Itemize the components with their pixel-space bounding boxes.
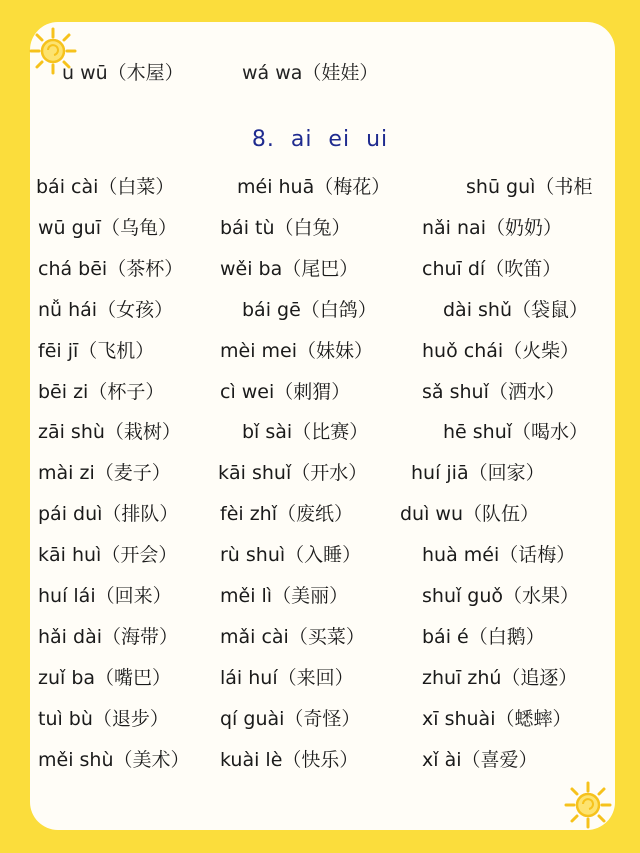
section-title: 8. ai ei ui — [251, 127, 389, 152]
word-entry: bái tù（白兔） — [220, 217, 351, 239]
word-entry: lái huí（来回） — [220, 667, 354, 689]
word-entry: chuī dí（吹笛） — [422, 258, 562, 280]
word-entry: sǎ shuǐ（洒水） — [422, 381, 565, 403]
top-word-left: u wū（木屋） — [62, 62, 184, 84]
word-entry: hǎi dài（海带） — [38, 626, 178, 648]
word-entry: mèi mei（妹妹） — [220, 340, 373, 362]
word-entry: dài shǔ（袋鼠） — [443, 299, 589, 321]
top-word-right: wá wa（娃娃） — [242, 62, 379, 84]
word-entry: měi lì（美丽） — [220, 585, 349, 607]
word-entry: fèi zhǐ（废纸） — [220, 503, 353, 525]
word-entry: zāi shù（栽树） — [38, 421, 181, 443]
word-entry: wū guī（乌龟） — [38, 217, 178, 239]
word-entry: bái gē（白鸽） — [242, 299, 377, 321]
word-entry: hē shuǐ（喝水） — [443, 421, 589, 443]
word-entry: huà méi（话梅） — [422, 544, 576, 566]
word-entry: mài zi（麦子） — [38, 462, 171, 484]
word-entry: xǐ ài（喜爱） — [422, 749, 538, 771]
word-entry: zuǐ ba（嘴巴） — [38, 667, 172, 689]
word-entry: fēi jī（飞机） — [38, 340, 155, 362]
word-entry: bái cài（白菜） — [36, 176, 175, 198]
word-entry: zhuī zhú（追逐） — [422, 667, 578, 689]
word-entry: bǐ sài（比赛） — [242, 421, 369, 443]
word-entry: mǎi cài（买菜） — [220, 626, 365, 648]
word-entry: pái duì（排队） — [38, 503, 179, 525]
word-entry: rù shuì（入睡） — [220, 544, 362, 566]
word-entry: wěi ba（尾巴） — [220, 258, 359, 280]
sun-icon — [563, 780, 613, 830]
word-entry: bēi zi（杯子） — [38, 381, 165, 403]
word-entry: duì wu（队伍） — [400, 503, 540, 525]
word-entry: nǎi nai（奶奶） — [422, 217, 562, 239]
word-entry: chá bēi（茶杯） — [38, 258, 184, 280]
word-entry: huí lái（回来） — [38, 585, 172, 607]
word-entry: kāi huì（开会） — [38, 544, 178, 566]
word-entry: xī shuài（蟋蟀） — [422, 708, 572, 730]
word-entry: měi shù（美术） — [38, 749, 190, 771]
word-entry: cì wei（刺猬） — [220, 381, 351, 403]
word-entry: shuǐ guǒ（水果） — [422, 585, 580, 607]
word-entry: huǒ chái（火柴） — [422, 340, 580, 362]
word-entry: qí guài（奇怪） — [220, 708, 361, 730]
word-entry: kuài lè（快乐） — [220, 749, 359, 771]
word-entry: kāi shuǐ（开水） — [218, 462, 368, 484]
word-entry: shū guì（书柜 — [466, 176, 593, 198]
word-entry: tuì bù（退步） — [38, 708, 169, 730]
word-entry: bái é（白鹅） — [422, 626, 545, 648]
word-entry: huí jiā（回家） — [411, 462, 545, 484]
word-entry: méi huā（梅花） — [237, 176, 391, 198]
word-entry: nǚ hái（女孩） — [38, 299, 174, 321]
